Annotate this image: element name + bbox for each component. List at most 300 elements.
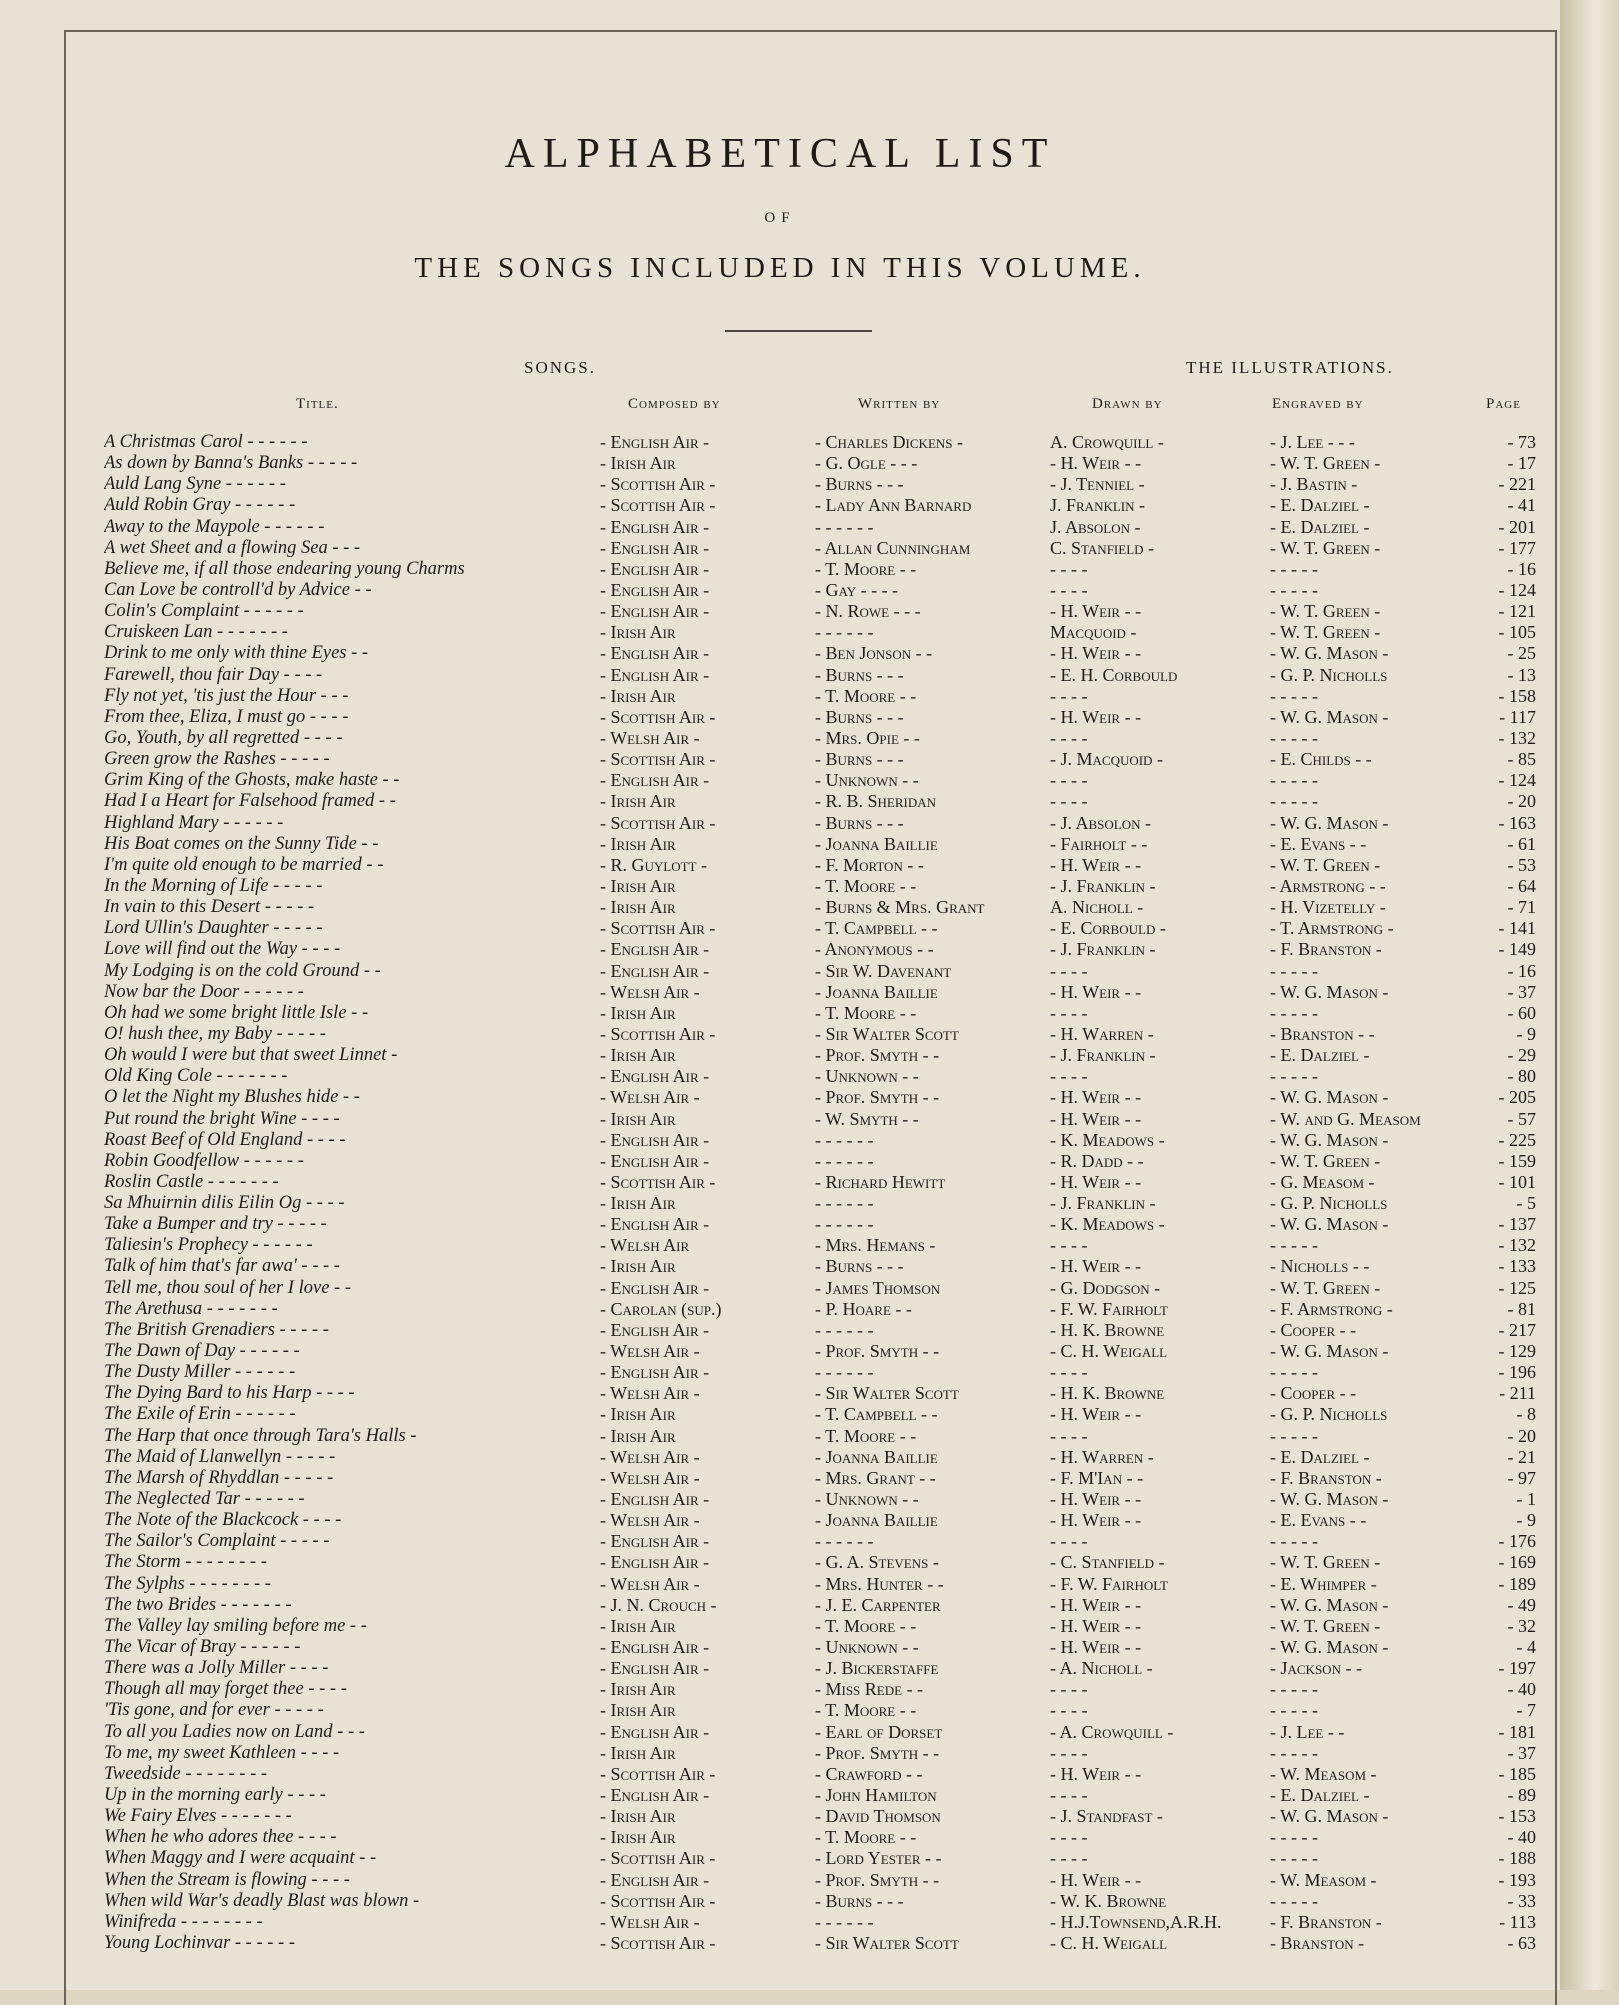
engraver: - - - - - [1270, 685, 1318, 706]
page-number: - 117 [1499, 706, 1536, 727]
song-title: Put round the bright Wine - - - - [104, 1108, 340, 1129]
song-title: Sa Mhuirnin dilis Eilin Og - - - - [104, 1193, 345, 1214]
song-title: From thee, Eliza, I must go - - - - [104, 706, 349, 727]
illustrator: - - - - [1050, 1425, 1088, 1446]
page-number: - 25 [1507, 643, 1536, 664]
list-row [0, 1299, 1560, 1320]
song-title: The British Grenadiers - - - - - [104, 1319, 329, 1340]
page-number: - 57 [1507, 1108, 1536, 1129]
writer: - Prof. Smyth - - [815, 1087, 940, 1108]
song-title: Robin Goodfellow - - - - - - [104, 1150, 304, 1171]
page-number: - 132 [1498, 1235, 1536, 1256]
engraver: - Nicholls - - [1270, 1256, 1370, 1277]
list-row [0, 1256, 1560, 1277]
song-title: A Christmas Carol - - - - - - [104, 432, 308, 452]
writer: - - - - - - [815, 1911, 874, 1932]
list-row [0, 1066, 1560, 1087]
composer: - Welsh Air - [600, 1911, 700, 1932]
composer: - English Air - [600, 939, 710, 960]
composer: - Scottish Air - [600, 1171, 716, 1192]
song-title: The Dawn of Day - - - - - - [104, 1341, 300, 1362]
writer: - Sir Walter Scott [815, 1383, 959, 1404]
illustrator: - - - - [1050, 1362, 1088, 1383]
song-title: His Boat comes on the Sunny Tide - - [104, 833, 379, 854]
list-row [0, 1552, 1560, 1573]
list-row [0, 686, 1560, 707]
illustrator: - - - - [1050, 1531, 1088, 1552]
list-row [0, 517, 1560, 538]
page-number: - 176 [1498, 1531, 1536, 1552]
page-number: - 141 [1498, 918, 1536, 939]
column-header-written: Written by [858, 396, 941, 412]
engraver: - E. Evans - - [1270, 1510, 1367, 1531]
engraver: - Branston - [1270, 1932, 1365, 1953]
writer: - Mrs. Hemans - [815, 1235, 936, 1256]
engraver: - G. Measom - [1270, 1171, 1375, 1192]
writer: - T. Moore - - [815, 1425, 917, 1446]
engraver: - E. Childs - - [1270, 749, 1372, 770]
illustrator: - G. Dodgson - [1050, 1277, 1161, 1298]
engraver: - W. G. Mason - [1270, 1214, 1389, 1235]
writer: - - - - - - [815, 1214, 874, 1235]
song-title: As down by Banna's Banks - - - - - [104, 453, 358, 474]
list-row [0, 1320, 1560, 1341]
composer: - English Air - [600, 770, 710, 791]
page-number: - 217 [1498, 1319, 1536, 1340]
song-title: O! hush thee, my Baby - - - - - [104, 1023, 326, 1044]
list-row [0, 1130, 1560, 1151]
illustrator: J. Franklin - [1050, 495, 1146, 516]
page-number: - 37 [1507, 1742, 1536, 1763]
illustrator: - K. Meadows - [1050, 1214, 1165, 1235]
song-title: Love will find out the Way - - - - [104, 939, 341, 960]
engraver: - - - - - [1270, 558, 1318, 579]
page-number: - 29 [1507, 1045, 1536, 1066]
page-number: - 8 [1516, 1404, 1536, 1425]
page-number: - 40 [1507, 1827, 1536, 1848]
engraver: - F. Branston - [1270, 1467, 1382, 1488]
list-row [0, 876, 1560, 897]
page-number: - 158 [1498, 685, 1536, 706]
composer: - English Air - [600, 432, 710, 452]
composer: - Welsh Air - [600, 1467, 700, 1488]
song-title: A wet Sheet and a flowing Sea - - - [104, 537, 361, 558]
page-number: - 7 [1516, 1700, 1536, 1721]
engraver: - E. Whimper - [1270, 1573, 1377, 1594]
song-title: The Maid of Llanwellyn - - - - - [104, 1446, 336, 1467]
engraver: - W. G. Mason - [1270, 706, 1389, 727]
writer: - T. Moore - - [815, 1827, 917, 1848]
composer: - Welsh Air [600, 1235, 690, 1256]
list-row [0, 1362, 1560, 1383]
page-number: - 211 [1499, 1383, 1536, 1404]
engraver: - - - - - [1270, 727, 1318, 748]
page-number: - 189 [1498, 1573, 1536, 1594]
writer: - Burns - - - [815, 812, 904, 833]
song-title: In the Morning of Life - - - - - [104, 875, 323, 896]
list-row [0, 834, 1560, 855]
illustrator: - J. Franklin - [1050, 1193, 1156, 1214]
song-title: 'Tis gone, and for ever - - - - - [104, 1700, 324, 1721]
writer: - Joanna Baillie [815, 981, 938, 1002]
engraver: - H. Vizetelly - [1270, 897, 1386, 918]
page-number: - 32 [1507, 1615, 1536, 1636]
song-title: The Sylphs - - - - - - - - [104, 1573, 271, 1594]
writer: - Mrs. Hunter - - [815, 1573, 944, 1594]
page-number: - 61 [1507, 833, 1536, 854]
engraver: - W. G. Mason - [1270, 812, 1389, 833]
engraver: - - - - - [1270, 1425, 1318, 1446]
engraver: - E. Dalziel - [1270, 1045, 1370, 1066]
page-number: - 16 [1507, 960, 1536, 981]
page-number: - 133 [1498, 1256, 1536, 1277]
composer: - English Air - [600, 1785, 710, 1805]
engraver: - - - - - [1270, 1002, 1318, 1023]
list-row [0, 1278, 1560, 1299]
composer: - English Air - [600, 537, 710, 558]
column-header-page: Page [1486, 396, 1521, 412]
writer: - Charles Dickens - [815, 432, 963, 452]
page-number: - 124 [1498, 579, 1536, 600]
song-title: The Note of the Blackcock - - - - [104, 1510, 342, 1531]
song-title: Grim King of the Ghosts, make haste - - [104, 770, 400, 791]
writer: - - - - - - [815, 1362, 874, 1383]
page-number: - 13 [1507, 664, 1536, 685]
engraver: - W. G. Mason - [1270, 1637, 1389, 1658]
page-number: - 221 [1498, 474, 1536, 495]
engraver: - W. T. Green - [1270, 1615, 1381, 1636]
engraver: - E. Evans - - [1270, 833, 1367, 854]
engraver: - - - - - [1270, 1742, 1318, 1763]
illustrator: - - - - [1050, 1827, 1088, 1848]
song-title: The Exile of Erin - - - - - - [104, 1404, 296, 1425]
composer: - Irish Air [600, 1256, 676, 1277]
illustrator: - - - - [1050, 579, 1088, 600]
song-title: The Sailor's Complaint - - - - - [104, 1531, 330, 1552]
writer: - N. Rowe - - - [815, 601, 921, 622]
list-row [0, 601, 1560, 622]
illustrator: - - - - [1050, 791, 1088, 812]
illustrator: - J. Macquoid - [1050, 749, 1163, 770]
page-number: - 101 [1498, 1171, 1536, 1192]
page-number: - 129 [1498, 1341, 1536, 1362]
list-row [0, 1891, 1560, 1912]
list-row [0, 1616, 1560, 1637]
writer: - Anonymous - - [815, 939, 934, 960]
illustrator: - E. Corbould - [1050, 918, 1166, 939]
engraver: - W. G. Mason - [1270, 1806, 1389, 1827]
song-title: To me, my sweet Kathleen - - - - [104, 1742, 340, 1763]
column-header-composed: Composed by [628, 396, 721, 412]
list-row [0, 961, 1560, 982]
page-number: - 1 [1516, 1489, 1536, 1510]
engraver: - J. Lee - - - [1270, 432, 1355, 452]
illustrator: - F. M'Ian - - [1050, 1467, 1144, 1488]
writer: - Prof. Smyth - - [815, 1742, 940, 1763]
song-title: Away to the Maypole - - - - - - [104, 516, 325, 537]
song-title: There was a Jolly Miller - - - - [104, 1658, 329, 1679]
engraver: - - - - - [1270, 770, 1318, 791]
page-number: - 205 [1498, 1087, 1536, 1108]
page-title: ALPHABETICAL LIST [504, 131, 1056, 177]
page-number: - 16 [1507, 558, 1536, 579]
song-title: My Lodging is on the cold Ground - - [104, 960, 381, 981]
illustrator: - - - - [1050, 558, 1088, 579]
writer: - J. E. Carpenter [815, 1594, 941, 1615]
illustrator: - H. Warren - [1050, 1446, 1154, 1467]
writer: - P. Hoare - - [815, 1298, 912, 1319]
list-row [0, 1870, 1560, 1891]
composer: - English Air - [600, 1362, 710, 1383]
illustrator: - C. H. Weigall [1050, 1341, 1168, 1362]
composer: - Scottish Air - [600, 1848, 716, 1869]
engraver: - - - - - [1270, 1848, 1318, 1869]
song-title: The Neglected Tar - - - - - - [104, 1489, 305, 1510]
song-title: Now bar the Door - - - - - - [104, 981, 304, 1002]
composer: - Welsh Air - [600, 1446, 700, 1467]
illustrator: - H. Weir - - [1050, 1615, 1142, 1636]
illustrator: - W. K. Browne [1050, 1890, 1167, 1911]
list-row [0, 897, 1560, 918]
list-row [0, 855, 1560, 876]
list-row [0, 474, 1560, 495]
page-number: - 124 [1498, 770, 1536, 791]
composer: - Irish Air [600, 833, 676, 854]
page-number: - 132 [1498, 727, 1536, 748]
illustrator: - - - - [1050, 1848, 1088, 1869]
writer: - Prof. Smyth - - [815, 1341, 940, 1362]
composer: - Carolan (sup.) [600, 1298, 722, 1319]
page-number: - 163 [1498, 812, 1536, 833]
composer: - English Air - [600, 960, 710, 981]
song-title: Take a Bumper and try - - - - - [104, 1214, 327, 1235]
page-number: - 71 [1507, 897, 1536, 918]
song-title: Can Love be controll'd by Advice - - [104, 579, 372, 600]
page-number: - 125 [1498, 1277, 1536, 1298]
page-number: - 193 [1498, 1869, 1536, 1890]
illustrator: - H. Weir - - [1050, 643, 1142, 664]
illustrator: - J. Standfast - [1050, 1806, 1163, 1827]
writer: - Burns - - - [815, 749, 904, 770]
list-row [0, 1214, 1560, 1235]
engraver: - F. Armstrong - [1270, 1298, 1393, 1319]
composer: - English Air - [600, 1658, 710, 1679]
page-number: - 53 [1507, 854, 1536, 875]
song-title: Roslin Castle - - - - - - - [104, 1171, 279, 1192]
illustrator: - J. Franklin - [1050, 939, 1156, 960]
adjacent-page-edge [1560, 0, 1619, 1990]
song-title: Tweedside - - - - - - - - [104, 1763, 268, 1784]
engraver: - W. Measom - [1270, 1869, 1377, 1890]
engraver: - W. G. Mason - [1270, 1341, 1389, 1362]
list-row [0, 1806, 1560, 1827]
illustrator: - - - - [1050, 1235, 1088, 1256]
list-row [0, 643, 1560, 664]
list-row [0, 559, 1560, 580]
page-number: - 73 [1507, 432, 1536, 452]
writer: - - - - - - [815, 1193, 874, 1214]
illustrator: - H. Weir - - [1050, 1489, 1142, 1510]
illustrator: - J. Tenniel - [1050, 474, 1145, 495]
composer: - Welsh Air - [600, 1087, 700, 1108]
engraver: - - - - - [1270, 1827, 1318, 1848]
writer: - F. Morton - - [815, 854, 924, 875]
engraver: - W. G. Mason - [1270, 1594, 1389, 1615]
list-row [0, 1595, 1560, 1616]
writer: - Burns - - - [815, 1890, 904, 1911]
list-row [0, 1193, 1560, 1214]
song-title: Go, Youth, by all regretted - - - - [104, 727, 343, 748]
column-header-title: Title. [296, 396, 339, 412]
illustrator: - H. Weir - - [1050, 453, 1142, 474]
illustrator: - R. Dadd - - [1050, 1150, 1144, 1171]
illustrator: - H. Weir - - [1050, 1171, 1142, 1192]
illustrator: - H. Weir - - [1050, 1256, 1142, 1277]
composer: - Irish Air [600, 1108, 676, 1129]
writer: - Gay - - - - [815, 579, 899, 600]
illustrator: - H. Weir - - [1050, 1404, 1142, 1425]
title-rule [725, 330, 872, 332]
page-number: - 60 [1507, 1002, 1536, 1023]
illustrator: - H. Weir - - [1050, 1594, 1142, 1615]
illustrator: - H. Weir - - [1050, 1763, 1142, 1784]
song-title: Fly not yet, 'tis just the Hour - - - [104, 685, 349, 706]
engraver: - F. Branston - [1270, 1911, 1382, 1932]
writer: - T. Campbell - - [815, 1404, 938, 1425]
engraver: - Cooper - - [1270, 1383, 1357, 1404]
writer: - Burns - - - [815, 1256, 904, 1277]
list-row [0, 1003, 1560, 1024]
illustrator: - H. Weir - - [1050, 1087, 1142, 1108]
list-row [0, 1447, 1560, 1468]
list-row [0, 1574, 1560, 1595]
list-row [0, 728, 1560, 749]
page-number: - 21 [1507, 1446, 1536, 1467]
illustrator: C. Stanfield - [1050, 537, 1155, 558]
engraver: - - - - - [1270, 960, 1318, 981]
song-title: Taliesin's Prophecy - - - - - - [104, 1235, 313, 1256]
illustrator: - H. Weir - - [1050, 706, 1142, 727]
list-row [0, 1743, 1560, 1764]
writer: - Joanna Baillie [815, 1510, 938, 1531]
writer: - Burns - - - [815, 664, 904, 685]
composer: - Scottish Air - [600, 749, 716, 770]
illustrator: - A. Crowquill - [1050, 1721, 1174, 1742]
list-row [0, 1764, 1560, 1785]
composer: - Irish Air [600, 1045, 676, 1066]
page-number: - 201 [1498, 516, 1536, 537]
illustrator: - - - - [1050, 1679, 1088, 1700]
engraver: - Armstrong - - [1270, 875, 1386, 896]
song-title: Auld Lang Syne - - - - - - [104, 474, 286, 495]
writer: - Unknown - - [815, 770, 919, 791]
song-title: Green grow the Rashes - - - - - [104, 749, 330, 770]
list-row [0, 1109, 1560, 1130]
composer: - English Air - [600, 1066, 710, 1087]
composer: - English Air - [600, 579, 710, 600]
illustrator: - K. Meadows - [1050, 1129, 1165, 1150]
composer: - Welsh Air - [600, 1573, 700, 1594]
illustrator: - - - - [1050, 1785, 1088, 1805]
engraver: - G. P. Nicholls [1270, 1404, 1388, 1425]
illustrator: - Fairholt - - [1050, 833, 1148, 854]
writer: - David Thomson [815, 1806, 941, 1827]
engraver: - - - - - [1270, 579, 1318, 600]
list-row [0, 1341, 1560, 1362]
composer: - Irish Air [600, 1002, 676, 1023]
illustrator: - H. Weir - - [1050, 854, 1142, 875]
page-number: - 40 [1507, 1679, 1536, 1700]
page-number: - 97 [1507, 1467, 1536, 1488]
list-row [0, 1722, 1560, 1743]
page-number: - 197 [1498, 1658, 1536, 1679]
composer: - Scottish Air - [600, 1023, 716, 1044]
page-number: - 185 [1498, 1763, 1536, 1784]
composer: - Irish Air [600, 1404, 676, 1425]
illustrator: - - - - [1050, 727, 1088, 748]
engraver: - E. Dalziel - [1270, 1446, 1370, 1467]
composer: - Irish Air [600, 791, 676, 812]
composer: - Scottish Air - [600, 495, 716, 516]
writer: - T. Moore - - [815, 685, 917, 706]
list-row [0, 432, 1560, 453]
page-number: - 149 [1498, 939, 1536, 960]
page-number: - 121 [1498, 601, 1536, 622]
writer: - Lady Ann Barnard [815, 495, 972, 516]
writer: - R. B. Sheridan [815, 791, 937, 812]
composer: - English Air - [600, 1214, 710, 1235]
song-title: Young Lochinvar - - - - - - [104, 1932, 295, 1953]
list-row [0, 1045, 1560, 1066]
song-title: Roast Beef of Old England - - - - [104, 1129, 346, 1150]
list-row [0, 580, 1560, 601]
writer: - T. Moore - - [815, 1002, 917, 1023]
writer: - Lord Yester - - [815, 1848, 942, 1869]
engraver: - G. P. Nicholls [1270, 1193, 1388, 1214]
engraver: - W. G. Mason - [1270, 1087, 1389, 1108]
list-row [0, 918, 1560, 939]
list-row [0, 1151, 1560, 1172]
song-title: Auld Robin Gray - - - - - - [104, 495, 296, 516]
list-row [0, 791, 1560, 812]
page-number: - 188 [1498, 1848, 1536, 1869]
illustrator: - - - - [1050, 1700, 1088, 1721]
illustrator: - C. H. Weigall [1050, 1932, 1168, 1953]
illustrator: - - - - [1050, 770, 1088, 791]
engraver: - W. G. Mason - [1270, 981, 1389, 1002]
writer: - Burns - - - [815, 706, 904, 727]
engraver: - T. Armstrong - [1270, 918, 1394, 939]
song-title: Oh had we some bright little Isle - - [104, 1002, 369, 1023]
list-row [0, 813, 1560, 834]
composer: - Irish Air [600, 1615, 676, 1636]
writer: - G. A. Stevens - [815, 1552, 939, 1573]
composer: - Welsh Air - [600, 727, 700, 748]
engraver: - - - - - [1270, 1531, 1318, 1552]
composer: - Welsh Air - [600, 1383, 700, 1404]
composer: - English Air - [600, 643, 710, 664]
list-row [0, 1404, 1560, 1425]
song-title: Though all may forget thee - - - - [104, 1679, 347, 1700]
writer: - T. Moore - - [815, 1700, 917, 1721]
list-row [0, 495, 1560, 516]
page-number: - 181 [1498, 1721, 1536, 1742]
song-title: When he who adores thee - - - - [104, 1827, 337, 1848]
page-number: - 81 [1507, 1298, 1536, 1319]
writer: - - - - - - [815, 1531, 874, 1552]
engraver: - W. T. Green - [1270, 537, 1381, 558]
engraver: - E. Dalziel - [1270, 516, 1370, 537]
